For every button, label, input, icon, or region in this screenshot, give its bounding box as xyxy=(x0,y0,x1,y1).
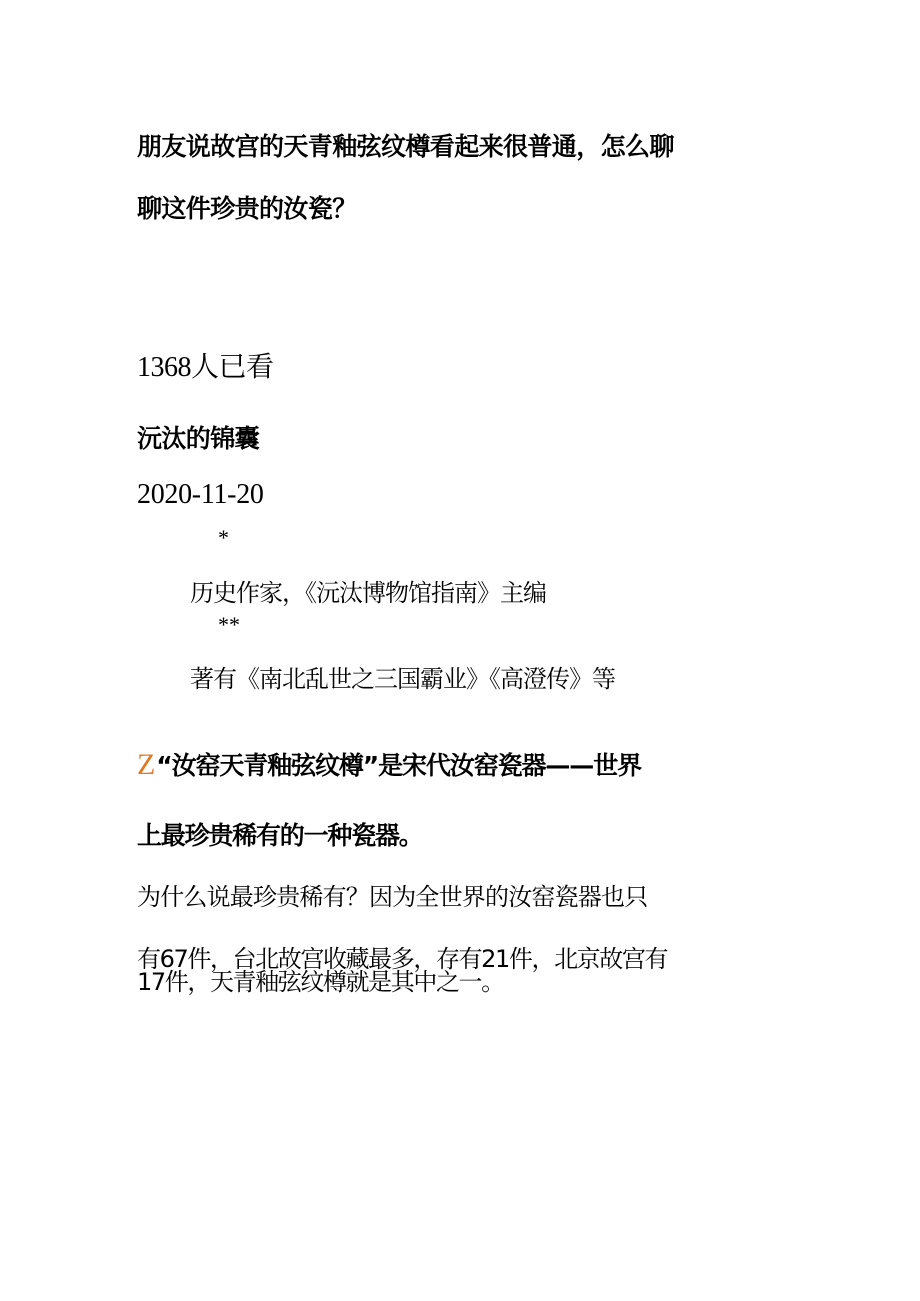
bio-marker-1: * xyxy=(218,525,229,550)
paragraph-line-2: 有67件，台北故宫收藏最多，存有21件，北京故宫有 xyxy=(137,945,668,973)
section-heading-line-1 xyxy=(137,746,641,782)
paragraph-line-1: 为什么说最珍贵稀有？因为全世界的汝窑瓷器也只 xyxy=(137,883,648,911)
drop-cap: Z xyxy=(137,748,155,781)
paragraph-line-3: 17件，天青釉弦纹樽就是其中之一。 xyxy=(137,968,504,996)
publish-date: 2020-11-20 xyxy=(137,479,264,510)
section-heading-text: “汝窑天青釉弦纹樽”是宋代汝窑瓷器——世界 xyxy=(156,751,641,780)
author-name: 沅汰的锦囊 xyxy=(137,424,260,453)
section-heading-line-2: 上最珍贵稀有的一种瓷器。 xyxy=(137,821,423,850)
view-count: 1368人已看 xyxy=(137,352,274,383)
author-bio-line-1: 历史作家，《沅汰博物馆指南》主编 xyxy=(190,579,546,607)
author-bio-line-2: 著有《南北乱世之三国霸业》《高澄传》等 xyxy=(190,665,615,693)
bio-marker-2: ** xyxy=(218,612,240,637)
article-title-line-2: 聊这件珍贵的汝瓷？ xyxy=(137,194,357,223)
article-title-line-1: 朋友说故宫的天青釉弦纹樽看起来很普通，怎么聊 xyxy=(137,132,674,161)
